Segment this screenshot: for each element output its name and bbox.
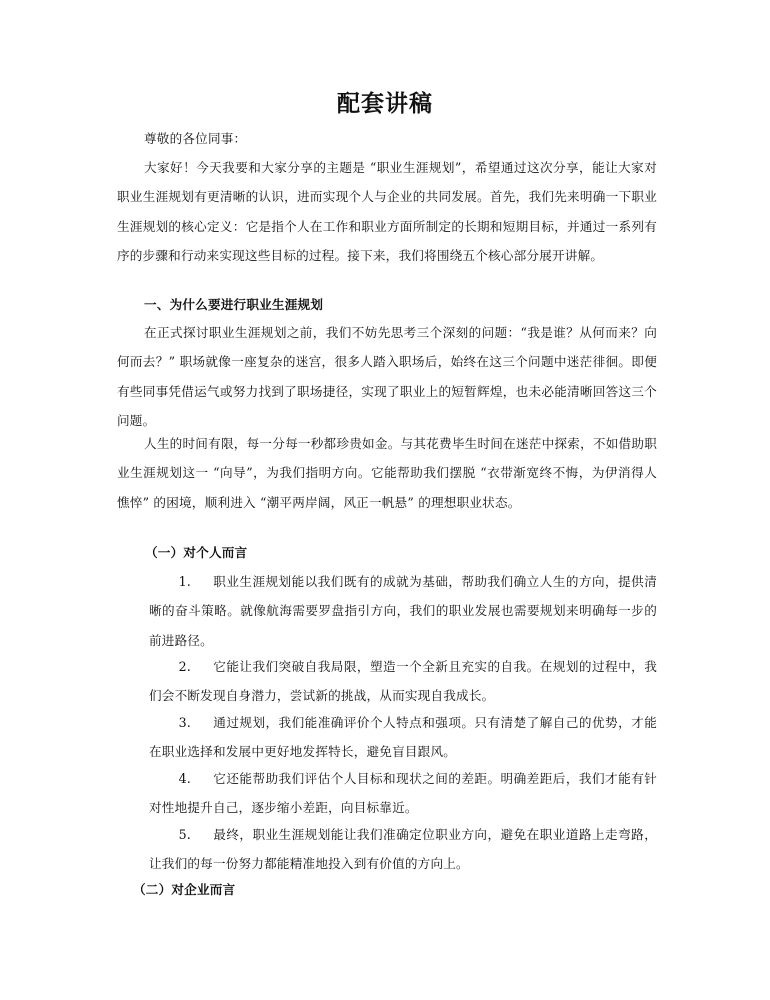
greeting: 尊敬的各位同事：: [144, 131, 247, 146]
list-item: [149, 764, 657, 823]
list-item-text: 职业生涯规划能以我们既有的成就为基础，帮助我们确立人生的方向，提供清晰的奋斗策略。就像航海需要罗盘指引方向，我们的职业发展也需要规划来明确每一步的前进路径。: [149, 574, 657, 648]
subsection-heading-1: （一）对个人而言: [145, 545, 248, 560]
list-item-text: 最终，职业生涯规划能让我们准确定位职业方向，避免在职业道路上走弯路，让我们的每一份努力都能精准地投入到有价值的方向上。: [149, 827, 657, 872]
list-item-number: 3.: [178, 715, 191, 730]
subsection-heading-2: （二）对企业而言: [133, 882, 236, 897]
list-item-text: 通过规划，我们能准确评价个人特点和强项。只有清楚了解自己的优势，才能在职业选择和发展中更好地发挥特长，避免盲目跟风。: [149, 715, 657, 760]
list-item: [149, 820, 657, 879]
page-title: 配套讲稿: [337, 90, 433, 117]
list-item-text: 它还能帮助我们评估个人目标和现状之间的差距。明确差距后，我们才能有针对性地提升自己，逐步缩小差距，向目标靠近。: [149, 771, 657, 816]
section1-paragraph-2: 人生的时间有限，每一分每一秒都珍贵如金。与其花费毕生时间在迷茫中探索，不如借助职业生涯规划这一 “向导”，为我们指明方向。它能帮助我们摆脱 “衣带渐宽终不悔，为伊消得人憔悴” 的困境，顺利进入 “潮平两岸阔，风正一帆悬” 的理想职业状态。: [117, 436, 657, 510]
list-item-text: 它能让我们突破自我局限，塑造一个全新且充实的自我。在规划的过程中，我们会不断发现自身潜力，尝试新的挑战，从而实现自我成长。: [149, 659, 657, 704]
section1-paragraph-1: 在正式探讨职业生涯规划之前，我们不妨先思考三个深刻的问题：“我是谁？从何而来？向何而去？” 职场就像一座复杂的迷宫，很多人踏入职场后，始终在这三个问题中迷茫徘徊。即便有些同事凭借运气或努力找到了职场捷径，实现了职业上的短暂辉煌，也未必能清晰回答这三个问题。: [117, 325, 657, 428]
list-item-number: 1.: [178, 574, 191, 589]
section-heading-1: 一、为什么要进行职业生涯规划: [144, 297, 324, 312]
list-item-number: 5.: [178, 827, 191, 842]
list-item: [149, 567, 657, 655]
list-item: [149, 708, 657, 767]
list-item: [149, 652, 657, 711]
intro-paragraph: 大家好！今天我要和大家分享的主题是 “职业生涯规划”，希望通过这次分享，能让大家对职业生涯规划有更清晰的认识，进而实现个人与企业的共同发展。首先，我们先来明确一下职业生涯规划的核心定义：它是指个人在工作和职业方面所制定的长期和短期目标，并通过一系列有序的步骤和行动来实现这些目标的过程。接下来，我们将围绕五个核心部分展开讲解。: [117, 160, 657, 263]
list-item-number: 4.: [178, 771, 191, 786]
list-item-number: 2.: [178, 659, 191, 674]
